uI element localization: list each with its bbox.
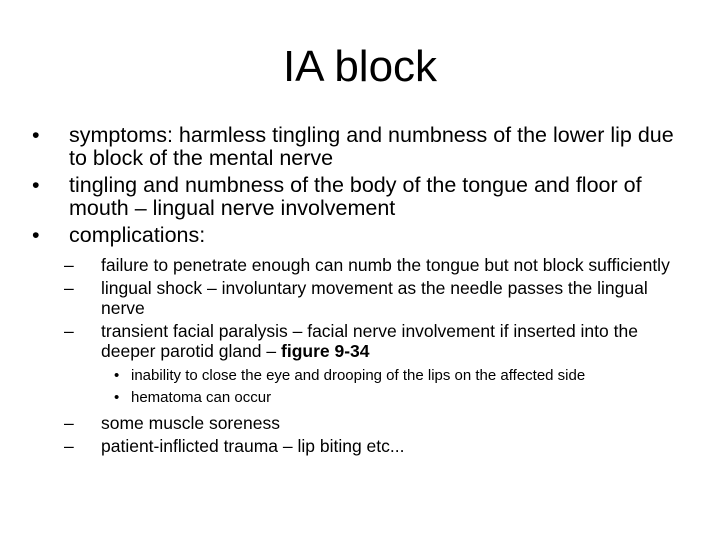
dash-marker: – — [64, 436, 74, 456]
complication-text: transient facial paralysis – facial nerve involvement if inserted into the deeper parotid gland – — [101, 321, 638, 361]
bullet-text: complications: — [69, 223, 206, 247]
subpoint-item — [32, 366, 692, 385]
dash-marker: – — [64, 278, 74, 298]
complication-text: some muscle soreness — [101, 413, 280, 433]
bullet-point-tongue — [32, 174, 692, 220]
bullet-text: symptoms: harmless tingling and numbness of the lower lip due to block of the mental nerve — [69, 123, 674, 170]
complication-item — [32, 278, 692, 318]
complication-text: lingual shock – involuntary movement as the needle passes the lingual nerve — [101, 278, 648, 318]
dash-marker: – — [64, 255, 74, 275]
bullet-marker: • — [32, 173, 40, 197]
complication-item — [32, 321, 692, 361]
complication-item — [32, 436, 692, 456]
dash-marker: – — [64, 413, 74, 433]
complication-text: failure to penetrate enough can numb the tongue but not block sufficiently — [101, 255, 670, 275]
figure-reference: figure 9-34 — [281, 341, 370, 361]
bullet-marker: • — [32, 123, 40, 147]
slide-body — [32, 124, 692, 459]
dash-marker: – — [64, 321, 74, 341]
complication-item — [32, 255, 692, 275]
bullet-point-complications — [32, 224, 692, 247]
bullet-marker: • — [114, 389, 120, 406]
bullet-marker: • — [114, 367, 120, 384]
paralysis-subpoints — [32, 366, 692, 407]
subpoint-item — [32, 388, 692, 407]
slide-title: IA block — [282, 42, 438, 91]
complications-list — [32, 255, 692, 456]
bullet-text: tingling and numbness of the body of the tongue and floor of mouth – lingual nerve involvement — [69, 173, 642, 220]
complication-text: patient-inflicted trauma – lip biting etc... — [101, 436, 405, 456]
bullet-point-symptoms — [32, 124, 692, 170]
complication-item — [32, 413, 692, 433]
subpoint-text: inability to close the eye and drooping of the lips on the affected side — [131, 367, 586, 384]
bullet-marker: • — [32, 223, 40, 247]
subpoint-text: hematoma can occur — [131, 389, 272, 406]
